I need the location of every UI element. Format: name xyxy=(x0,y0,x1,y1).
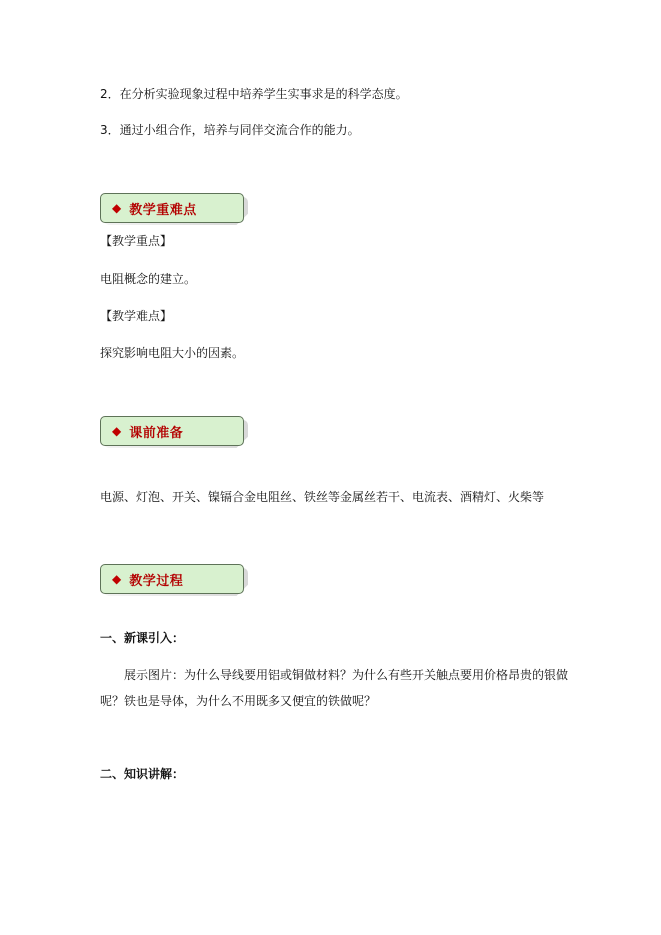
part1-text: 展示图片：为什么导线要用铝或铜做材料？为什么有些开关触点要用价格昂贵的银做呢？铁也是导体，为什么不用既多又便宜的铁做呢？ xyxy=(100,668,569,708)
difficulty-text: 探究影响电阻大小的因素。 xyxy=(100,346,245,360)
section-title: 课前准备 xyxy=(129,425,184,441)
section-header-key-points xyxy=(100,193,246,223)
part2-heading: 二、知识讲解： xyxy=(100,767,185,781)
diamond-icon: ◆ xyxy=(112,572,122,586)
section-header-preparation xyxy=(100,416,246,446)
section-title: 教学重难点 xyxy=(129,202,197,218)
goal-item-3: 3．通过小组合作，培养与同伴交流合作的能力。 xyxy=(100,123,360,137)
materials-text: 电源、灯泡、开关、镍镉合金电阻丝、铁丝等金属丝若干、电流表、酒精灯、火柴等 xyxy=(100,490,545,504)
diamond-icon: ◆ xyxy=(112,424,122,438)
difficulty-label: 【教学难点】 xyxy=(100,309,173,323)
section-header-process xyxy=(100,564,246,594)
part1-heading: 一、新课引入： xyxy=(100,631,185,645)
diamond-icon: ◆ xyxy=(112,201,122,215)
goal-item-2: 2．在分析实验现象过程中培养学生实事求是的科学态度。 xyxy=(100,87,408,101)
section-title: 教学过程 xyxy=(129,573,184,589)
focus-text: 电阻概念的建立。 xyxy=(100,272,197,286)
focus-label: 【教学重点】 xyxy=(100,234,173,248)
